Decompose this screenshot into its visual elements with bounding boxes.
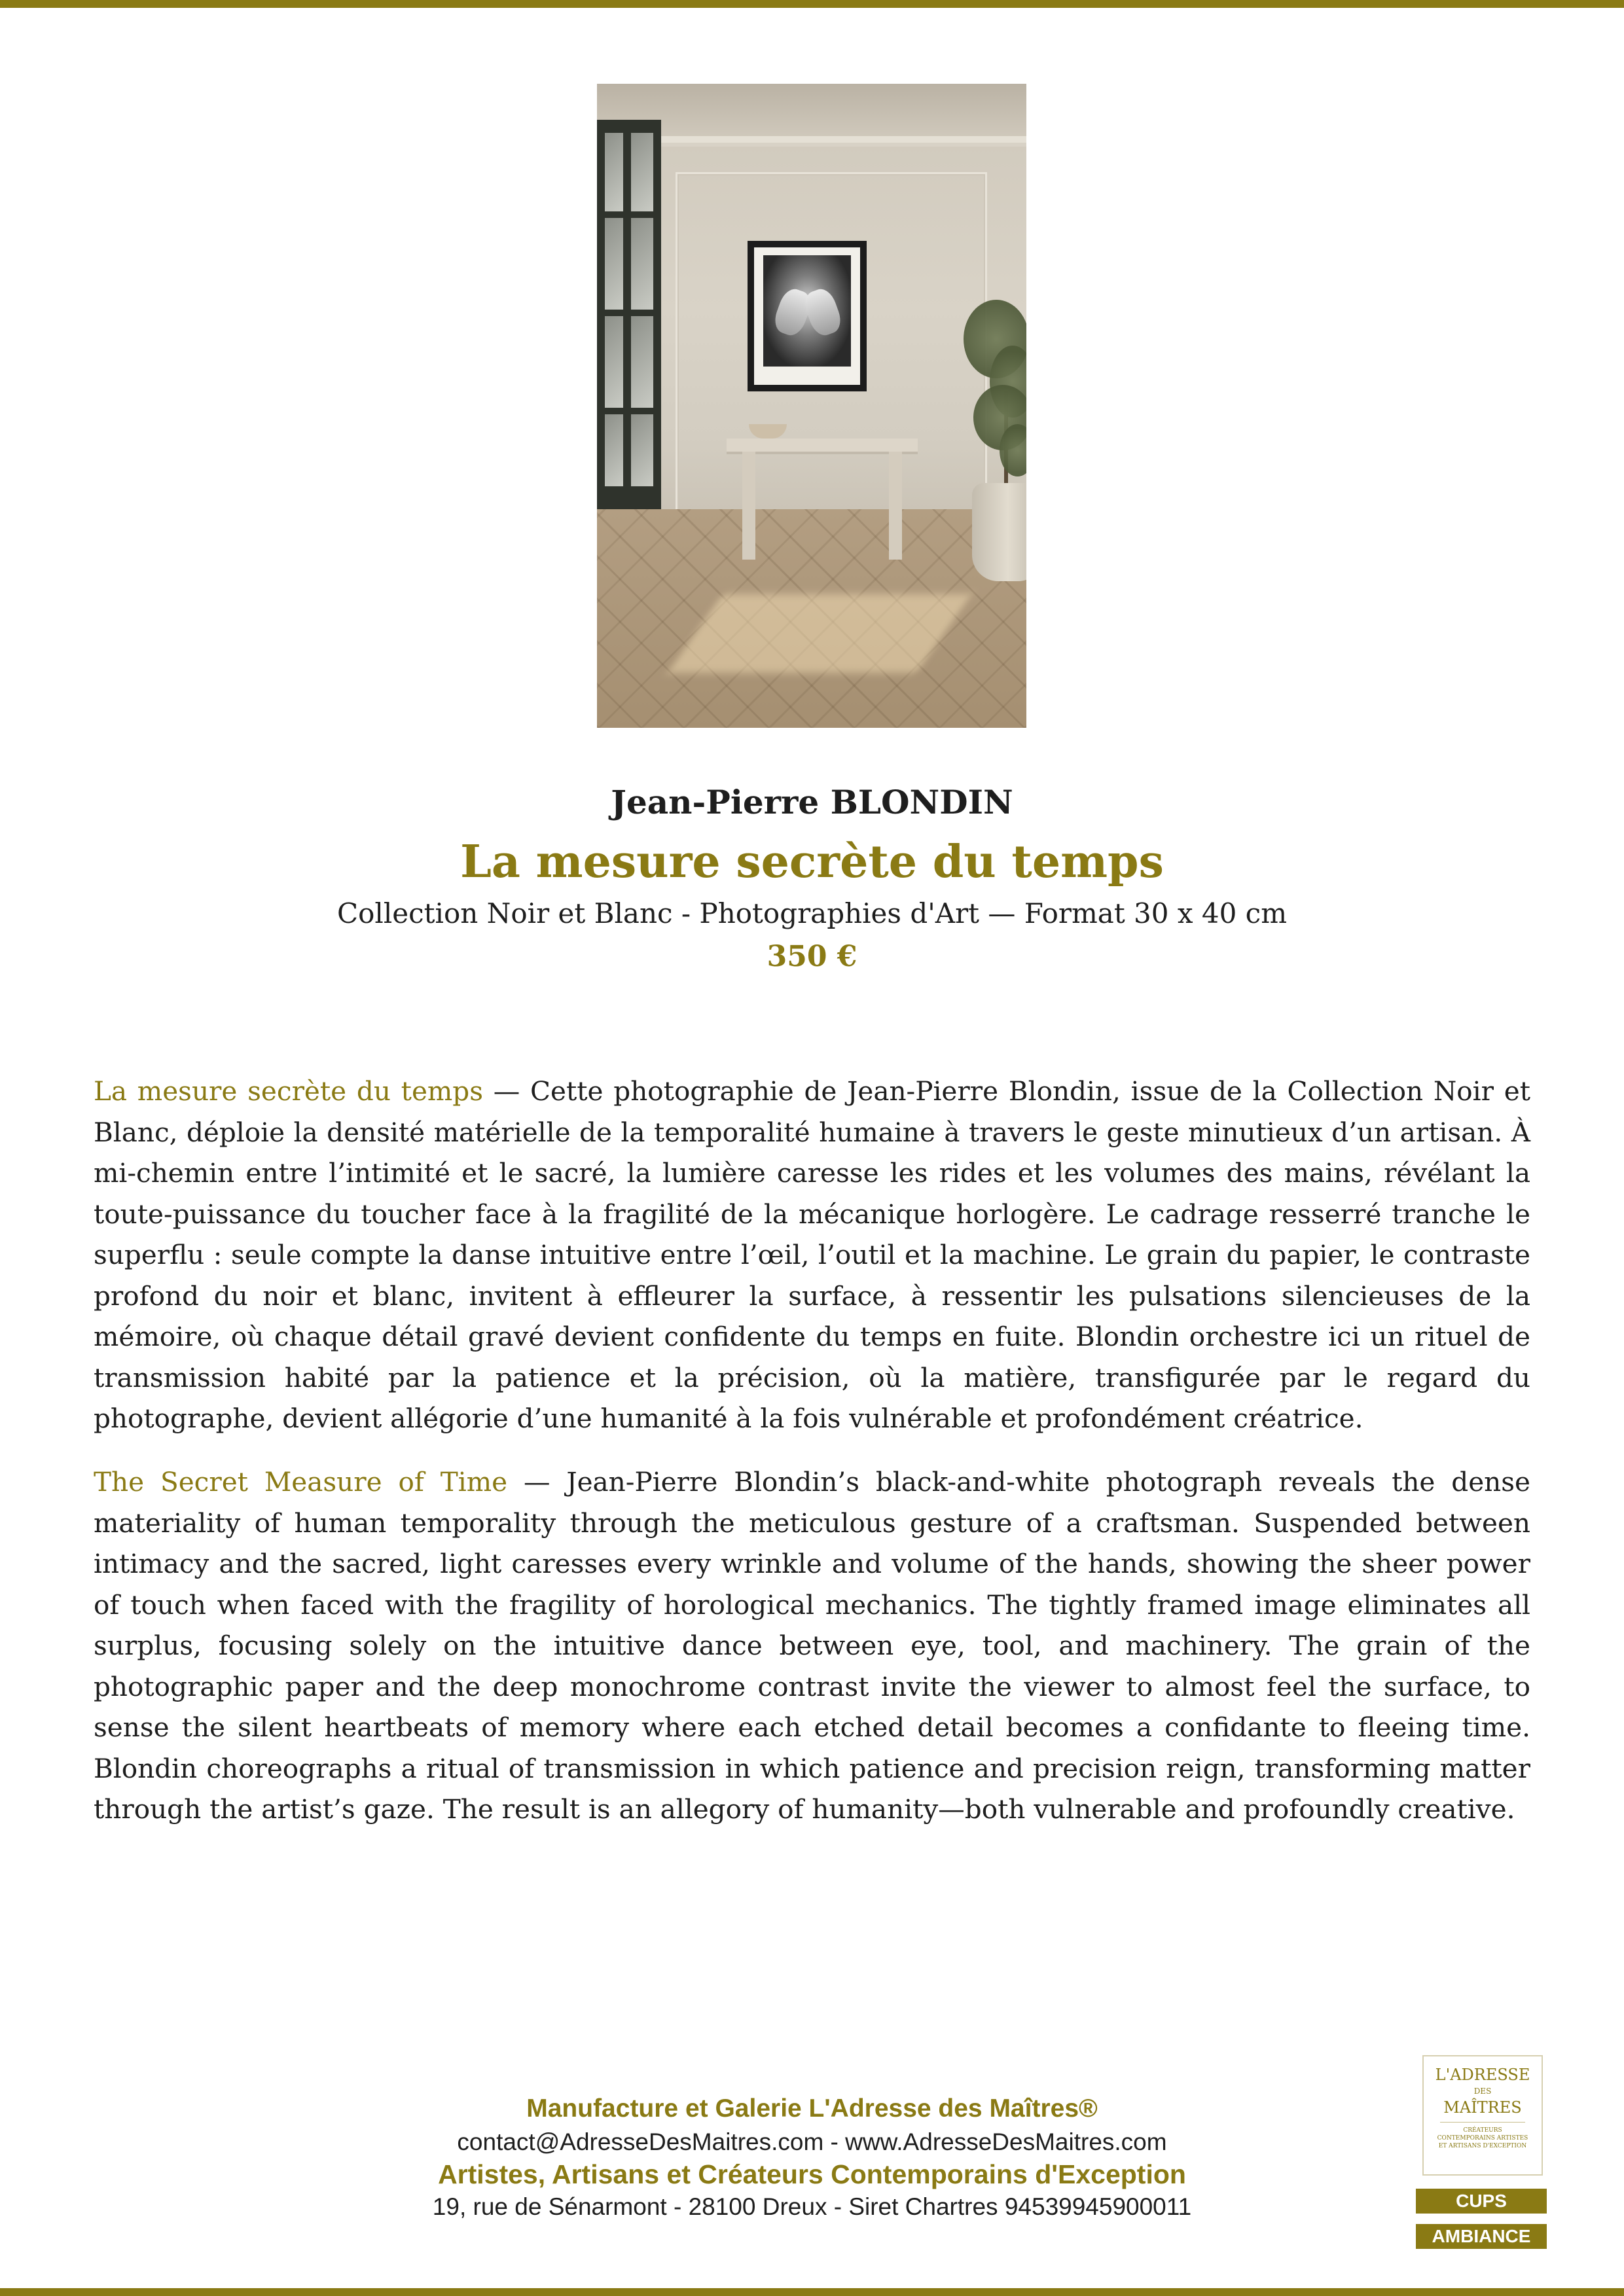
artist-name: Jean-Pierre BLONDIN [611,783,1013,821]
footer-tagline: Artistes, Artisans et Créateurs Contemporains d'Exception [438,2159,1186,2189]
door-pane [631,218,653,310]
footer-contact: contact@AdresseDesMaitres.com - www.AdresseDesMaitres.com [457,2128,1167,2155]
artwork-price: 350 € [767,940,857,973]
description-french-lead: La mesure secrète du temps [94,1075,484,1107]
top-rule [0,0,1624,8]
logo-line-1: L'ADRESSE [1435,2066,1530,2084]
artwork-title: La mesure secrète du temps [460,836,1164,888]
console-leg [742,452,755,560]
description-english [94,1462,1530,1830]
photo-ceiling [597,84,1026,136]
door-pane [605,316,623,408]
print-image [763,255,851,367]
framed-print [748,241,867,391]
photo-cornice [597,136,1026,143]
console-leg [889,452,902,560]
artwork-room-photo [597,84,1026,728]
tag-cups: CUPS [1416,2189,1547,2214]
artwork-details: Collection Noir et Blanc - Photographies d'Art — Format 30 x 40 cm [336,897,1288,929]
tag-ambiance: AMBIANCE [1416,2224,1547,2249]
door-pane [631,316,653,408]
footer-company: Manufacture et Galerie L'Adresse des Maîtres® [526,2094,1098,2123]
logo-separator [1440,2122,1525,2123]
description-english-lead: The Secret Measure of Time [94,1466,508,1498]
bottom-rule [0,2288,1624,2296]
photo-plant-pot [972,483,1026,581]
description-french-text: — Cette photographie de Jean-Pierre Blondin, issue de la Collection Noir et Blanc, déploie la densité matérielle de la temporalité humaine à travers le geste minutieux d’un artisan. À mi-chemin entre l’intimité et le sacré, la lumière caresse les rides et les volumes des mains, révélant la toute-puissance du toucher face à la fragilité de la mécanique horlogère. Le cadrage resserré tranche le superflu : seule compte la danse intuitive entre l’œil, l’outil et la machine. Le grain du papier, le contraste profond du noir et blanc, invitent à effleurer la surface, à ressentir les pulsations silencieuses de la mémoire, où chaque détail gravé devient confidente du temps en fuite. Blondin orchestre ici un rituel de transmission habité par la patience et la précision, où la matière, transfigurée par le regard du photographe, devient allégorie d’une humanité à la fois vulnérable et profondément créatrice. [94,1075,1530,1434]
print-hand [801,285,844,339]
door-pane [605,218,623,310]
print-mat [754,247,860,385]
photo-console-table [727,439,918,452]
door-pane [605,414,623,486]
description-french [94,1071,1530,1439]
description-english-text: — Jean-Pierre Blondin’s black-and-white photograph reveals the dense materiality of human temporality through the meticulous gesture of a craftsman. Suspended between intimacy and the sacred, light caresses every wrinkle and volume of the hands, showing the sheer power of touch when faced with the fragility of horological mechanics. The tightly framed image eliminates all surplus, focusing solely on the intuitive dance between eye, tool, and machinery. The grain of the photographic paper and the deep monochrome contrast invite the viewer to almost feel the surface, to sense the silent heartbeats of memory where each etched detail becomes a confidante to fleeing time. Blondin choreographs a ritual of transmission in which patience and precision reign, transforming matter through the artist’s gaze. The result is an allegory of humanity—both vulnerable and profoundly creative. [94,1466,1530,1825]
logo-line-2: DES [1473,2087,1492,2096]
door-pane [605,133,623,211]
logo-line-4: CRÉATEURS CONTEMPORAINS ARTISTES ET ARTISANS D'EXCEPTION [1437,2127,1528,2149]
footer-address: 19, rue de Sénarmont - 28100 Dreux - Siret Chartres 94539945900011 [432,2193,1192,2220]
door-pane [631,414,653,486]
door-pane [631,133,653,211]
gallery-logo [1422,2055,1543,2176]
logo-line-3: MAÎTRES [1443,2098,1522,2117]
